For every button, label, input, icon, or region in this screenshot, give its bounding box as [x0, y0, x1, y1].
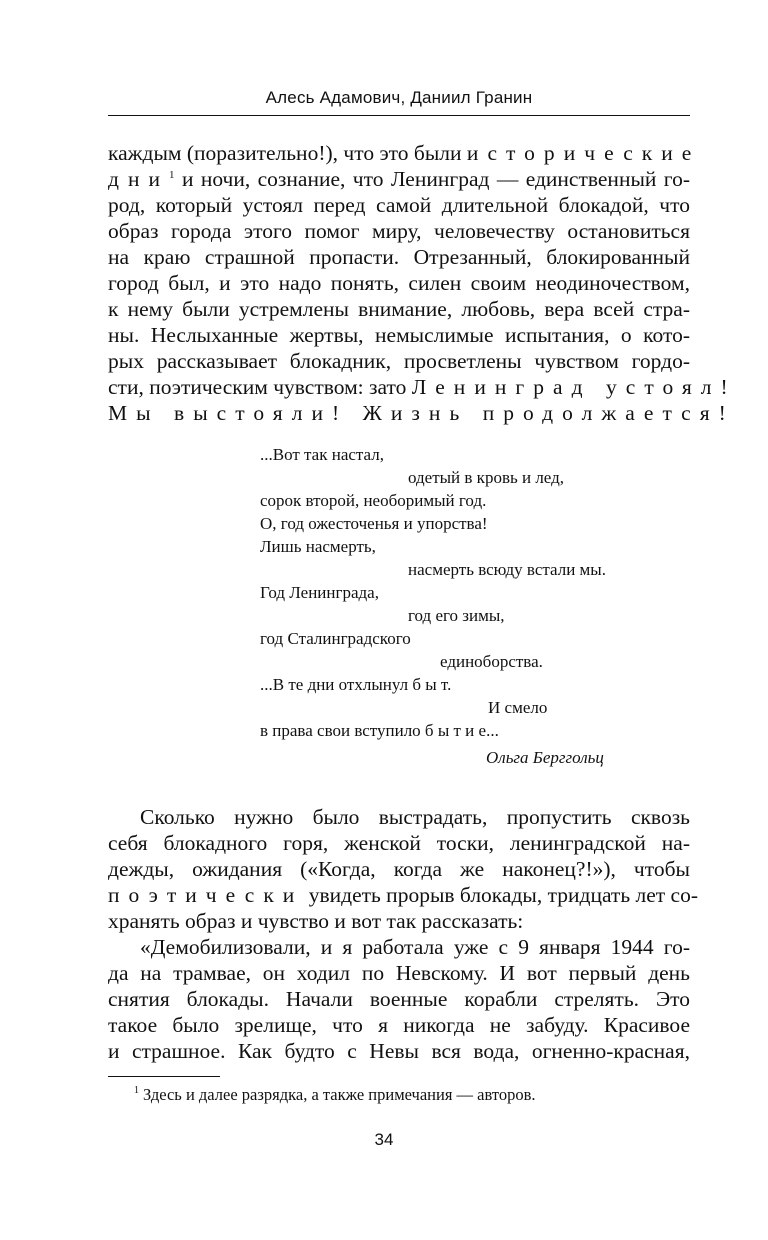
text-line: снятия блокады. Начали военные корабли стрелять. Это	[108, 987, 690, 1011]
text-line: поэтически увидеть прорыв блокады, тридцать лет со-	[108, 883, 699, 907]
text-line: и страшное. Как будто с Невы вся вода, огненно-красная,	[108, 1039, 690, 1063]
text-line: каждым (поразительно!), что это были исторические	[108, 141, 701, 165]
text-line: хранять образ и чувство и вот так рассказать:	[108, 909, 524, 933]
text-line: дни$^1$ и ночи, сознание, что Ленинград — единственный го-	[108, 167, 690, 191]
text-line: на краю страшной пропасти. Отрезанный, блокированный	[108, 245, 690, 269]
text-line: рых рассказывает блокадник, просветлены чувством гордо-	[108, 349, 690, 373]
text-line: к нему были устремлены внимание, любовь, вера всей стра-	[108, 297, 690, 321]
verse-line: сорок второй, необоримый год.	[260, 491, 487, 510]
poem-author: Ольга Берггольц	[486, 748, 604, 767]
spaced-emphasis: поэтически	[108, 883, 304, 907]
verse-line: насмерть всюду встали мы.	[408, 560, 606, 579]
footnote-marker: 1	[134, 1085, 139, 1096]
footnote-rule	[108, 1076, 220, 1077]
spaced-emphasis: дни	[108, 167, 170, 191]
text-line: город был, и это надо понять, силен своим неодиночеством,	[108, 271, 690, 295]
text-line: ны. Неслыханные жертвы, немыслимые испытания, о кото-	[108, 323, 690, 347]
spaced-emphasis: исторические	[466, 141, 701, 165]
running-header: Алесь Адамович, Даниил Гранин	[265, 88, 533, 107]
verse-line: год его зимы,	[408, 606, 505, 625]
verse-line: О, год ожесточенья и упорства!	[260, 514, 488, 533]
spaced-emphasis: Ленинград устоял!	[411, 375, 737, 399]
verse-line: Лишь насмерть,	[260, 537, 376, 556]
footnote-text: Здесь и далее разрядка, а также примечания — авторов.	[143, 1085, 536, 1104]
header-rule	[108, 115, 690, 116]
text-line: Сколько нужно было выстрадать, пропустить сквозь	[140, 805, 690, 829]
text-line: род, который устоял перед самой длительной блокадой, что	[108, 193, 690, 217]
text-line: сти, поэтическим чувством: зато Ленинград устоял!	[108, 375, 737, 399]
verse-line: ...В те дни отхлынул б ы т.	[260, 675, 452, 694]
text-line: «Демобилизовали, и я работала уже с 9 января 1944 го-	[140, 935, 690, 959]
text-line: такое было зрелище, что я никогда не забуду. Красивое	[108, 1013, 690, 1037]
verse-line: И смело	[488, 698, 548, 717]
text-line: да на трамвае, он ходил по Невскому. И вот первый день	[108, 961, 690, 985]
text-line: образ города этого помог миру, человечеству остановиться	[108, 219, 690, 243]
verse-line: одетый в кровь и лед,	[408, 468, 565, 487]
verse-line: Год Ленинграда,	[260, 583, 379, 602]
text-line: Мы выстояли! Жизнь продолжается!	[108, 401, 735, 425]
verse-line: ...Вот так настал,	[260, 445, 384, 464]
text-line: дежды, ожидания («Когда, когда же наконец?!»), чтобы	[108, 857, 690, 881]
text-line: себя блокадного горя, женской тоски, ленинградской на-	[108, 831, 690, 855]
verse-line: в права свои вступило б ы т и е...	[260, 721, 499, 740]
footnote	[134, 1085, 536, 1105]
verse-line: единоборства.	[440, 652, 543, 671]
page-number: 34	[374, 1130, 394, 1149]
verse-line: год Сталинградского	[260, 629, 411, 648]
footnote-ref: 1	[169, 169, 175, 181]
